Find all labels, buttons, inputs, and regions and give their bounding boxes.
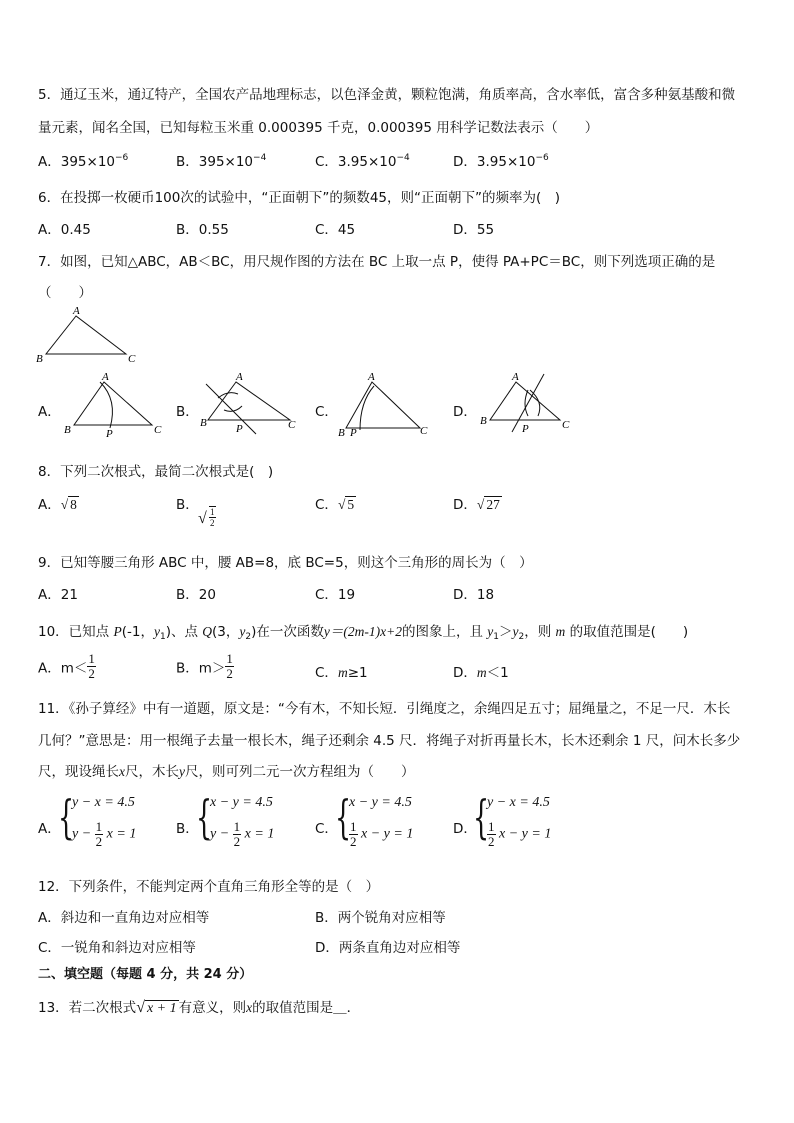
q11-line1: 11．《孙子算经》中有一道题，原文是：“今有木，不知长短．引绳度之，余绳四足五寸；屈绳量之，不足一尺．木长 xyxy=(38,701,731,717)
q13-line1: 13．若二次根式√ x + 1 有意义，则x的取值范围是＿． xyxy=(38,999,361,1016)
q7-figure-b xyxy=(198,370,308,438)
q9-option-c: C．19 xyxy=(315,587,356,603)
label-a: A xyxy=(73,305,80,317)
q7-figure-a xyxy=(60,370,170,438)
q12-option-b: B．两个锐角对应相等 xyxy=(315,910,446,926)
q12-option-d: D．两条直角边对应相等 xyxy=(315,940,461,956)
q12-line1: 12．下列条件，不能判定两个直角三角形全等的是（ ） xyxy=(38,879,380,895)
q7-line1: 7．如图，已知△ABC，AB＜BC，用尺规作图的方法在 BC 上取一点 P，使得 PA+PC＝BC，则下列选项正确的是 xyxy=(38,254,716,270)
q11-option-d: D． xyxy=(453,821,477,837)
q7-figure-c xyxy=(336,370,446,438)
q11-a-eq2: y − $\frac{1}{2}$ x = 1 xyxy=(72,819,137,849)
q11-c-eq2: $\frac{1}{2}$ x − y = 1 xyxy=(350,819,414,849)
q9-line1: 9．已知等腰三角形 ABC 中，腰 AB=8，底 BC=5，则这个三角形的周长为（ ） xyxy=(38,555,533,571)
svg-text:A: A xyxy=(236,371,243,383)
q7-option-a: A． xyxy=(38,404,61,420)
q11-c-eq1: x − y = 4.5 xyxy=(349,795,412,810)
q6-line1: 6．在投掷一枚硬币100次的试验中，“正面朝下”的频数45，则“正面朝下”的频率为( ) xyxy=(38,190,561,206)
q8-option-d: D．√ 27 xyxy=(453,497,500,513)
q6-option-d: D．55 xyxy=(453,222,495,238)
q7-option-c: C． xyxy=(315,404,338,420)
q10-option-c: C．m≥1 xyxy=(315,665,368,681)
svg-text:P: P xyxy=(350,427,357,438)
q11-option-a: A． xyxy=(38,821,61,837)
q11-d-eq1: y − x = 4.5 xyxy=(487,795,550,810)
q5-option-a: A．$395\times 10^{-6}$ xyxy=(38,153,129,170)
q8-line1: 8．下列二次根式，最简二次根式是( ) xyxy=(38,464,274,480)
q11-a-brace: { xyxy=(58,790,75,844)
svg-text:A: A xyxy=(512,371,519,383)
q5-option-d: D．$3.95\times 10^{-6}$ xyxy=(453,153,549,170)
q6-option-a: A．0.45 xyxy=(38,222,91,238)
q8-option-b-radical: √ xyxy=(198,510,207,527)
svg-text:B: B xyxy=(480,415,487,427)
q6-option-b: B．0.55 xyxy=(176,222,229,238)
q11-b-eq2: y − $\frac{1}{2}$ x = 1 xyxy=(210,819,275,849)
q7-option-d: D． xyxy=(453,404,477,420)
q7-figure-d xyxy=(478,370,588,438)
q7-option-b: B． xyxy=(176,404,199,420)
q11-b-eq1: x − y = 4.5 xyxy=(210,795,273,810)
q11-line3: 尺，现设绳长x尺，木长y尺，则可列二元一次方程组为（ ） xyxy=(38,764,415,780)
q11-line2: 几何？”意思是：用一根绳子去量一根长木，绳子还剩余 4.5 尺．将绳子对折再量长木，长木还剩余 1 尺，问木长多少 xyxy=(38,733,741,749)
q10-line1: 10．已知点 P(-1，$y_1$)、点 Q(3，$y_2$)在一次函数y＝(2m-1)x+2的图象上，且 $y_1>y_2$，则 m 的取值范围是( ) xyxy=(38,624,689,642)
q11-a-eq1: y − x = 4.5 xyxy=(72,795,135,810)
q12-option-a: A．斜边和一直角边对应相等 xyxy=(38,910,210,926)
svg-text:C: C xyxy=(288,419,296,431)
svg-text:C: C xyxy=(420,425,428,437)
q11-option-c: C． xyxy=(315,821,338,837)
svg-text:B: B xyxy=(200,417,207,429)
q12-option-c: C．一锐角和斜边对应相等 xyxy=(38,940,196,956)
svg-text:B: B xyxy=(338,427,345,438)
label-b: B xyxy=(36,353,43,365)
q11-b-brace: { xyxy=(196,790,213,844)
q5-option-c: C．$3.95\times 10^{-4}$ xyxy=(315,153,410,170)
section-2-title: 二、填空题（每题 4 分，共 24 分） xyxy=(38,967,253,982)
q11-option-b: B． xyxy=(176,821,199,837)
q8-option-b: B． xyxy=(176,497,199,513)
q10-option-b: B．m＞ $\frac{1}{2}$ xyxy=(176,651,233,681)
q9-option-d: D．18 xyxy=(453,587,495,603)
svg-text:P: P xyxy=(106,428,113,438)
q5-option-b: B．$395\times 10^{-4}$ xyxy=(176,153,267,170)
q10-option-d: D．m＜1 xyxy=(453,665,509,681)
q8-option-b-fraction: $\frac{1}{2}$ xyxy=(210,507,215,528)
q9-option-b: B．20 xyxy=(176,587,216,603)
svg-text:C: C xyxy=(562,419,570,431)
svg-text:P: P xyxy=(236,423,243,435)
q11-c-brace: { xyxy=(335,790,352,844)
svg-text:B: B xyxy=(64,424,71,436)
q11-d-brace: { xyxy=(473,790,490,844)
q6-option-c: C．45 xyxy=(315,222,356,238)
q11-d-eq2: $\frac{1}{2}$ x − y = 1 xyxy=(488,819,552,849)
q5-line2: 量元素，闻名全国，已知每粒玉米重 0.000395 千克，0.000395 用科学记数法表示（ ） xyxy=(38,120,599,136)
svg-text:A: A xyxy=(102,371,109,383)
q8-option-a: A．√ 8 xyxy=(38,497,77,513)
svg-text:P: P xyxy=(522,423,529,435)
q7-reference-triangle xyxy=(30,302,150,366)
q10-option-a: A．m＜ $\frac{1}{2}$ xyxy=(38,651,95,681)
svg-text:A: A xyxy=(368,371,375,383)
label-c: C xyxy=(128,353,136,365)
q8-option-c: C．√ 5 xyxy=(315,497,355,513)
q9-option-a: A．21 xyxy=(38,587,78,603)
q7-line2: （ ） xyxy=(38,285,92,301)
svg-text:C: C xyxy=(154,424,162,436)
q5-line1: 5．通辽玉米，通辽特产，全国农产品地理标志，以色泽金黄，颗粒饱满，角质率高，含水率低，富含多种氨基酸和微 xyxy=(38,87,736,103)
